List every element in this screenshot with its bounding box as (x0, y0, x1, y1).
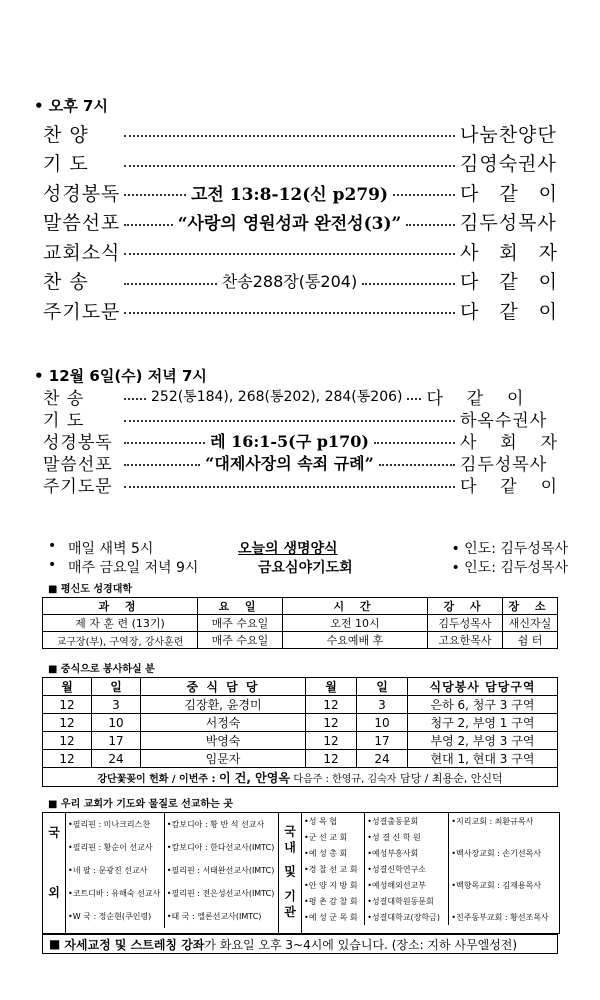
mission-entry (449, 893, 559, 909)
table-cell: 17 (357, 732, 408, 750)
mission-entry: •필리핀 : 황순이 선교사 (66, 836, 164, 859)
daily-meeting-1: • 매일 새벽 5시 오늘의 생명양식 • 인도: 김두성목사 (48, 538, 568, 557)
mission-box (42, 812, 560, 934)
notice-bullet: ■ (49, 937, 61, 951)
table-cell: 현대 1, 현대 3 구역 (408, 750, 558, 768)
order-item (43, 385, 558, 407)
order-item (43, 473, 558, 495)
table-cell: 17 (92, 732, 141, 750)
mission-entry: •예성해외선교부 (365, 877, 449, 893)
leader-dots (124, 135, 455, 137)
leader-dots (379, 464, 455, 466)
mission-entry: •백향목교회 : 김재용목사 (451, 880, 542, 890)
leader-dots (124, 165, 455, 167)
mission-entry: •성 목 협 (302, 813, 365, 829)
mission-entry: •성결대학원동문회 (365, 893, 449, 909)
table-row (43, 750, 558, 768)
col-header: 일 (92, 678, 141, 696)
table-cell: 부영 2, 부영 3 구역 (408, 732, 558, 750)
mission-entry (449, 861, 559, 877)
table-cell: 청구 2, 부영 1 구역 (408, 714, 558, 732)
mission-entry: •지리교회 : 최환규목사 (451, 816, 534, 826)
table-cell: 김장환, 윤경미 (141, 696, 306, 714)
order-label: 주기도문 (43, 300, 121, 323)
table-cell: 고요한목사 (428, 632, 503, 649)
leader-dots (407, 398, 421, 400)
flowers-now: 이 건, 안영옥 (219, 770, 290, 785)
table-cell: 10 (92, 714, 141, 732)
order-detail: “사랑의 영원성과 완전성(3)” (177, 214, 402, 234)
table-cell: 10 (357, 714, 408, 732)
order-label: 찬 송 (43, 271, 89, 293)
order-leader: 사 회 자 (460, 432, 559, 453)
table-cell: 은하 6, 청구 3 구역 (408, 696, 558, 714)
leader-dots (393, 194, 455, 196)
order-leader: 김두성목사 (460, 212, 557, 234)
domestic-label: 국내 및 기관 (279, 813, 302, 933)
col-header: 과 정 (43, 598, 198, 615)
table-cell: 12 (306, 750, 357, 768)
table-cell: 12 (43, 732, 92, 750)
leader-dots (124, 283, 217, 285)
col-header: 중 식 담 당 (141, 678, 306, 696)
table-cell: 수요예배 후 (283, 632, 428, 649)
mission-entry: •필리핀 : 서태완선교사(IMTC) (166, 866, 275, 875)
mission-entry: •성결신학연구소 (365, 861, 449, 877)
mission-entry (449, 829, 559, 845)
table-cell: 매주 수요일 (198, 615, 283, 632)
order-leader: 김두성목사 (460, 454, 548, 475)
table-cell: 오전 10시 (283, 615, 428, 632)
order-leader: 다 같 이 (460, 182, 559, 205)
order-detail: 찬송288장(통204) (221, 272, 358, 291)
col-header: 장 소 (503, 598, 558, 615)
mission-entry: •경 찰 선 교 회 (302, 861, 365, 877)
flowers-staff: 담당 / 최용순, 안신덕 (399, 771, 503, 785)
col-header: 월 (306, 678, 357, 696)
table-cell: 3 (357, 696, 408, 714)
bible-college-table (42, 597, 558, 649)
table-row (43, 696, 558, 714)
foreign-label: 국 외 (43, 813, 66, 933)
order-item (43, 119, 558, 147)
mission-entry: •태 국 : 엘론선교사(IMTC) (166, 912, 262, 921)
table-cell: 교구장(부), 구역장, 강사훈련 (43, 632, 198, 649)
mission-entry: •캄보디아 : 한다선교사(IMTC) (166, 843, 275, 852)
leader-dots (124, 398, 146, 400)
domestic-list (302, 813, 559, 933)
order-label: 교회소식 (43, 241, 121, 264)
leader-dots (124, 312, 455, 314)
mission-entry: •예 성 군 목 회 (302, 909, 365, 925)
mission-entry: •코트디바 : 유해숙 선교사 (66, 882, 164, 905)
daily-leader: • 인도: 김두성목사 (451, 541, 568, 557)
mission-entry: •예성부흥사회 (365, 845, 449, 861)
daily-time: 매일 새벽 5시 (68, 541, 154, 557)
order-item (43, 407, 558, 429)
daily-time: 매주 금요일 저녁 9시 (68, 560, 199, 576)
table-cell: 박영숙 (141, 732, 306, 750)
mission-entry: •성 결 신 학 원 (365, 829, 449, 845)
order-label: 기 도 (43, 410, 85, 431)
leader-dots (124, 194, 186, 196)
order-detail: “대제사장의 속죄 규례” (205, 453, 374, 473)
table-row (43, 632, 558, 649)
lunch-title: ■ 중식으로 봉사하실 분 (48, 664, 155, 675)
table-cell: 12 (306, 714, 357, 732)
order-item (43, 296, 558, 324)
table-cell: 12 (43, 714, 92, 732)
order-label: 성경봉독 (43, 182, 121, 205)
order-leader: 다 같 이 (460, 271, 559, 293)
leader-dots (362, 283, 455, 285)
table-row (43, 714, 558, 732)
table-cell: 12 (306, 696, 357, 714)
mission-entry: •성결출동문회 (365, 813, 449, 829)
table-cell: 서정숙 (141, 714, 306, 732)
leader-dots (124, 420, 455, 422)
leader-dots (374, 442, 455, 444)
order-leader: 하옥수권사 (460, 410, 548, 431)
notice-bold: 자세교정 및 스트레칭 강좌 (64, 937, 205, 952)
mission-entry: •안 양 지 방 회 (302, 877, 365, 893)
order-item (43, 149, 558, 177)
order-detail: 252(통184), 268(통202), 284(통206) (151, 389, 403, 405)
daily-title: 오늘의 생명양식 (238, 541, 338, 557)
order-item (43, 429, 558, 451)
mission-entry: •예 성 총 회 (302, 845, 365, 861)
bible-college-title: ■ 평신도 성경대학 (48, 584, 133, 595)
order-leader: 나눔찬양단 (460, 123, 557, 146)
table-cell: 매주 수요일 (198, 632, 283, 649)
table-cell: 임문자 (141, 750, 306, 768)
order-leader: 다 같 이 (460, 476, 558, 497)
col-header: 시 간 (283, 598, 428, 615)
order-item (43, 208, 558, 236)
leader-dots (124, 224, 173, 226)
flowers-label: 강단꽃꽂이 헌화 / 이번주 : (97, 773, 216, 785)
table-row (43, 615, 558, 632)
mission-entry: •군 선 교 회 (302, 829, 365, 845)
leader-dots (124, 442, 205, 444)
mission-entry: •캄보디아 : 황 반 석 선교사 (166, 820, 265, 829)
table-cell: 24 (92, 750, 141, 768)
mission-entry: •성결대학교(장학금) (365, 909, 449, 925)
col-header: 식당봉사 담당구역 (408, 678, 558, 696)
foreign-list (66, 813, 279, 933)
col-header: 강 사 (428, 598, 503, 615)
table-cell: 12 (43, 750, 92, 768)
mission-entry: •네 팔 : 문광진 선교사 (66, 859, 164, 882)
flowers-row (43, 768, 558, 787)
order-detail: 고전 13:8-12(신 p279) (190, 184, 389, 205)
table-cell: 제 자 훈 련 (13기) (43, 615, 198, 632)
table-cell: 쉼 터 (503, 632, 558, 649)
order-leader: 다 같 이 (460, 300, 558, 323)
mission-entry: •백사장교회 : 손기선목사 (451, 848, 542, 858)
lunch-table (42, 677, 558, 787)
leader-dots (124, 253, 455, 255)
mission-title: ■ 우리 교회가 기도와 물질로 선교하는 곳 (48, 799, 233, 810)
order-label: 찬 송 (43, 388, 85, 409)
order-detail: 레 16:1-5(구 p170) (210, 431, 369, 451)
order-label: 기 도 (43, 153, 89, 175)
mission-entry: •필리핀 : 전은성선교사(IMTC) (166, 889, 275, 898)
order-label: 말씀선포 (43, 212, 121, 234)
wednesday-service-title: • 12월 6일(수) 저녁 7시 (34, 367, 207, 385)
leader-dots (406, 224, 455, 226)
table-cell: 24 (357, 750, 408, 768)
table-cell: 김두성목사 (428, 615, 503, 632)
daily-meeting-2: • 매주 금요일 저녁 9시 금요심야기도회 • 인도: 김두성목사 (48, 557, 568, 576)
flowers-next: 다음주 : 한영규, 김숙자 (293, 773, 397, 785)
order-item (43, 237, 558, 265)
table-cell: 12 (306, 732, 357, 750)
order-item (43, 267, 558, 295)
mission-entry: •평 촌 감 찰 회 (302, 893, 365, 909)
leader-dots (124, 486, 455, 488)
col-header: 요 일 (198, 598, 283, 615)
col-header: 월 (43, 678, 92, 696)
table-cell: 새신자실 (503, 615, 558, 632)
notice-banner (42, 934, 558, 954)
order-label: 말씀선포 (43, 454, 113, 475)
leader-dots (124, 464, 200, 466)
col-header: 일 (357, 678, 408, 696)
order-item (43, 451, 558, 473)
table-cell: 12 (43, 696, 92, 714)
mission-entry: •진주동부교회 : 황선조목사 (451, 912, 549, 922)
daily-title: 금요심야기도회 (258, 560, 353, 576)
order-leader: 다 같 이 (426, 388, 525, 409)
order-leader: 김영숙권사 (460, 153, 557, 175)
mission-entry: •필리핀 : 미나크리스찬 (66, 813, 164, 836)
daily-leader: • 인도: 김두성목사 (451, 560, 568, 576)
order-item (43, 178, 558, 206)
table-row (43, 732, 558, 750)
mission-entry: •W 국 : 정순현(쿠인령) (66, 905, 164, 928)
order-leader: 사 회 자 (460, 241, 558, 264)
order-label: 주기도문 (43, 476, 113, 497)
evening-service-title: • 오후 7시 (34, 97, 108, 115)
notice-text: 가 화요일 오후 3~4시에 있습니다. (장소: 지하 사무엘성전) (204, 937, 518, 952)
table-cell: 3 (92, 696, 141, 714)
order-label: 성경봉독 (43, 432, 113, 453)
order-label: 찬 양 (43, 123, 89, 146)
